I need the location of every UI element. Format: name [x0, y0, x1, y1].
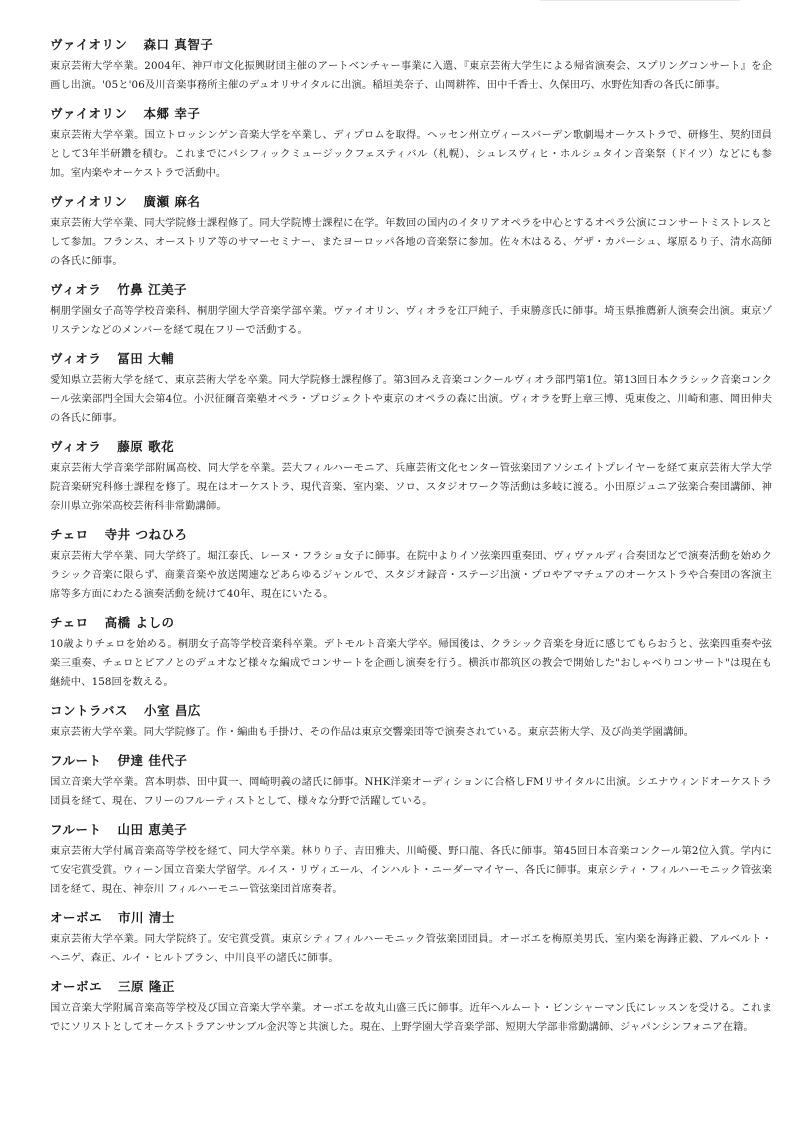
profile-instrument: オーボエ — [50, 910, 103, 925]
profile-heading — [50, 752, 772, 770]
profile-instrument: ヴィオラ — [50, 439, 102, 454]
scan-edge-line — [540, 0, 740, 1]
profile-bio: 東京芸術大学卒業、同大学終了。堀江泰氏、レーヌ・フラショ女子に師事。在院中よりイソ弦楽四重奏団、ヴィヴァルディ合奏団などで演奏活動を始めクラシック音楽に限らず、商業音楽や放送関連などあらゆるジャンルで、スタジオ録音・ステージ出演・プロやアマチュアのオーケストラや合奏団の客演主席等多方面にわたる演奏活動を続けて40年、現在にいたる。 — [50, 550, 772, 600]
profile-entry — [50, 105, 772, 183]
profile-bio: 10歳よりチェロを始める。桐朋女子高等学校音楽科卒業。デトモルト音楽大学卒。帰国後は、クラシック音楽を身近に感じてもらおうと、弦楽四重奏や弦楽三重奏、チェロとピアノとのデュオなど様々な編成でコンサートを企画し演奏を行う。横浜市都筑区の教会で開始した"おしゃべりコンサート"は現在も継続中、158回を数える。 — [50, 638, 772, 688]
profile-instrument: フルート — [50, 822, 102, 837]
profile-entry — [50, 821, 772, 899]
profile-name: 竹鼻 江美子 — [117, 282, 188, 297]
profile-heading — [50, 978, 772, 996]
profile-instrument: ヴァイオリン — [50, 194, 128, 209]
profile-heading — [50, 36, 772, 54]
profile-entry — [50, 526, 772, 604]
profile-heading — [50, 438, 772, 456]
profile-name: 廣瀬 麻名 — [143, 194, 201, 209]
profile-bio: 東京芸術大学卒業。同大学院修了。作・編曲も手掛け、その作品は東京交響楽団等で演奏されている。東京芸術大学、及び尚美学園講師。 — [50, 726, 695, 738]
profile-name: 冨田 大輔 — [117, 351, 175, 366]
profile-heading — [50, 909, 772, 927]
profile-name: 寺井 つねひろ — [104, 527, 188, 542]
profile-entry — [50, 350, 772, 428]
profile-heading — [50, 193, 772, 211]
profile-bio: 桐朋学園女子高等学校音楽科、桐朋学園大学音楽学部卒業。ヴァイオリン、ヴィオラを江戸純子、手束勝彦氏に師事。埼玉県推薦新人演奏会出演。東京ゾリステンなどのメンバーを経て現在フリーで活動する。 — [50, 305, 772, 336]
profile-bio: 東京芸術大学卒業。同大学院終了。安宅賞受賞。東京シティフィルハーモニック管弦楽団団員。オーボエを梅原美男氏、室内楽を海鋒正毅、アルベルト・ヘニゲ、森正、ルイ・ヒルトブラン、中川良平の諸氏に師事。 — [50, 933, 772, 964]
profile-entry — [50, 36, 772, 95]
profile-entry — [50, 752, 772, 811]
profile-bio: 愛知県立芸術大学を経て、東京芸術大学を卒業。同大学院修士課程修了。第3回みえ音楽コンクールヴィオラ部門第1位。第13回日本クラシック音楽コンクール弦楽部門全国大会第4位。小沢征爾音楽塾オペラ・プロジェクトや東京のオペラの森に出演。ヴィオラを野上章三博、兎東俊之、川崎和憲、岡田伸夫の各氏に師事。 — [50, 374, 772, 424]
profile-instrument: ヴァイオリン — [50, 106, 128, 121]
profile-heading — [50, 350, 772, 368]
profile-heading — [50, 526, 772, 544]
profile-instrument: オーボエ — [50, 979, 103, 994]
profile-instrument: ヴィオラ — [50, 282, 102, 297]
profile-instrument: チェロ — [50, 527, 89, 542]
profile-instrument: コントラバス — [50, 703, 129, 718]
profile-instrument: ヴィオラ — [50, 351, 102, 366]
profile-instrument: フルート — [50, 753, 102, 768]
profile-entry — [50, 281, 772, 340]
profile-name: 藤原 歌花 — [117, 439, 175, 454]
profile-heading — [50, 614, 772, 632]
profile-entry — [50, 614, 772, 692]
profile-name: 森口 真智子 — [143, 37, 214, 52]
profile-name: 本郷 幸子 — [143, 106, 201, 121]
profile-entry — [50, 978, 772, 1037]
profile-name: 高橋 よしの — [104, 615, 175, 630]
profile-heading — [50, 105, 772, 123]
profile-bio: 東京芸術大学卒業。国立トロッシンゲン音楽大学を卒業し、ディプロムを取得。ヘッセン州立ヴィースバーデン歌劇場オーケストラで、研修生、契約団員として3年半研鑽を積む。これまでにパシフィックミュージックフェスティバル（札幌）、シュレスヴィヒ・ホルシュタイン音楽祭（ドイツ）などにも参加。室内楽やオーケストラで活動中。 — [50, 129, 772, 179]
profile-heading — [50, 821, 772, 839]
profile-heading — [50, 702, 772, 720]
profile-bio: 国立音楽大学卒業。宮本明恭、田中貫一、岡崎明義の諸氏に師事。NHK洋楽オーディションに合格しFMリサイタルに出演。シエナウィンドオーケストラ団員を経て、現在、フリーのフルーティストとして、様々な分野で活躍している。 — [50, 776, 772, 807]
profile-instrument: チェロ — [50, 615, 89, 630]
profile-entry — [50, 702, 772, 742]
profile-name: 伊達 佳代子 — [117, 753, 188, 768]
profile-name: 山田 恵美子 — [117, 822, 188, 837]
profile-entry — [50, 909, 772, 968]
profile-heading — [50, 281, 772, 299]
profile-name: 小室 昌広 — [144, 703, 201, 718]
profile-entry — [50, 193, 772, 271]
profile-name: 三原 隆正 — [118, 979, 175, 994]
profile-bio: 国立音楽大学附属音楽高等学校及び国立音楽大学卒業。オーボエを故丸山盛三氏に師事。近年ヘルムート・ビンシャーマン氏にレッスンを受ける。これまでにソリストとしてオーケストラアンサンブル金沢等と共演した。現在、上野学園大学音楽学部、短期大学部非常勤講師、ジャパンシンフォニア在籍。 — [50, 1002, 772, 1033]
profile-bio: 東京芸術大学付属音楽高等学校を経て、同大学卒業。林りり子、吉田雅夫、川崎優、野口龍、各氏に師事。第45回日本音楽コンクール第2位入賞。学内にて安宅賞受賞。ウィーン国立音楽大学留学。ルイス・リヴィエール、インハルト・ニーダーマイヤー、各氏に師事。東京シティ・フィルハーモニック管弦楽団を経て、現在、神奈川 フィルハーモニー管弦楽団首席奏者。 — [50, 845, 772, 895]
profile-bio: 東京芸術大学音楽学部附属高校、同大学を卒業。芸大フィルハーモニア、兵庫芸術文化センター管弦楽団アソシエイトプレイヤーを経て東京芸術大学大学院音楽研究科修士課程を修了。現在はオーケストラ、現代音楽、室内楽、ソロ、スタジオワーク等活動は多岐に渡る。小田原ジュニア弦楽合奏団講師、神奈川県立弥栄高校芸術科非常勤講師。 — [50, 462, 772, 512]
profile-name: 市川 清士 — [118, 910, 175, 925]
profile-entry — [50, 438, 772, 516]
profile-bio: 東京芸術大学卒業。2004年、神戸市文化振興財団主催のアートベンチャー事業に入選、『東京芸術大学生による帰省演奏会、スプリングコンサート』を企画し出演。'05と'06及川音楽事務所主催のデュオリサイタルに出演。稲垣美奈子、山岡耕筰、田中千香士、久保田巧、水野佐知香の各氏に師事。 — [50, 60, 772, 91]
profile-bio: 東京芸術大学卒業、同大学院修士課程修了。同大学院博士課程に在学。年数回の国内のイタリアオペラを中心とするオペラ公演にコンサートミストレスとして参加。フランス、オーストリア等のサマーセミナー、またヨーロッパ各地の音楽祭に参加。佐々木はるる、ゲザ・カパーシュ、塚原るり子、清水高師の各氏に師事。 — [50, 217, 772, 267]
musician-profiles — [50, 36, 772, 1047]
profile-instrument: ヴァイオリン — [50, 37, 128, 52]
